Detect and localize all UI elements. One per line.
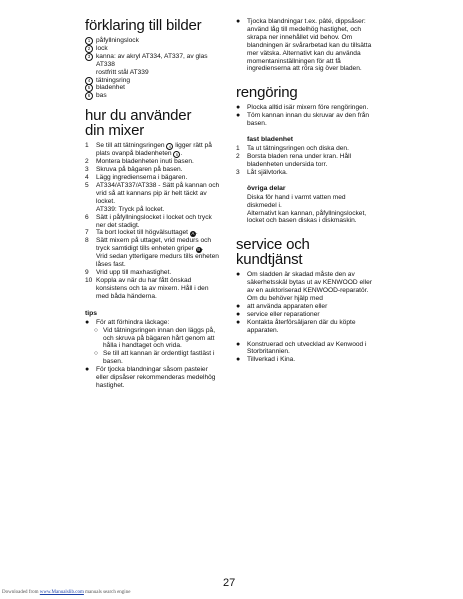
list-item-text: Töm kannan innan du skruvar av den från basen. (247, 112, 370, 128)
origin-list (236, 341, 376, 365)
step-number: 2 (236, 152, 240, 160)
list-item (85, 366, 220, 390)
list-item-text: påfyllningslock (96, 37, 139, 44)
step-text: . Vrid sedan ytterligare medurs tills enheten låses fast. (96, 245, 219, 269)
list-item (236, 18, 376, 73)
list-item (85, 327, 220, 351)
list-item (236, 303, 376, 311)
step-number: 9 (85, 269, 89, 277)
bullet-icon: ● (236, 340, 241, 348)
list-item-text: Kontakta återförsäljaren där du köpte apparaten. (247, 318, 356, 334)
list-item-text: Plocka alltid isär mixern före rengöringen. (247, 104, 369, 112)
step-number: 6 (85, 213, 89, 221)
tips-continued-list (236, 18, 376, 73)
step-item (236, 145, 376, 153)
tips-list-2 (85, 366, 220, 390)
list-item (85, 53, 220, 77)
footer-suffix: manuals search engine (83, 590, 131, 595)
step-number: 1 (236, 145, 240, 153)
step-text: Skruva på bägaren på basen. (96, 166, 183, 174)
step-item (85, 142, 220, 158)
need-help-text: Om du behöver hjälp med (247, 295, 323, 303)
step-number: 2 (85, 158, 89, 166)
bullet-icon: ● (236, 302, 241, 310)
left-column (85, 18, 220, 390)
footer-prefix: Downloaded from (2, 590, 40, 595)
step-number: 10 (85, 277, 93, 285)
number-circle-icon: 5 (85, 84, 93, 92)
cleaning-heading: rengöring (236, 84, 298, 102)
bullet-icon: ● (85, 318, 90, 326)
list-item (85, 45, 220, 53)
step-text: Koppla av när du har fått önskad konsistens och ta av mixern. Håll i den med båda händerna. (96, 277, 209, 300)
list-item (85, 77, 220, 85)
number-circle-icon: 5 (173, 151, 180, 158)
list-item-text: För att förhindra läckage: (96, 318, 170, 326)
step-text: . (180, 150, 183, 158)
other-parts-heading: övriga delar (247, 184, 286, 192)
other-parts-text: Diska för hand i varmt vatten med diskmedel i. Alternativt kan kannan, påfyllningslocket, locket och basen diskas i diskmaskin. (247, 193, 367, 225)
step-number: 1 (85, 142, 89, 150)
step-text: Låt självtorka. (247, 168, 288, 176)
list-item-text: service eller reparationer (247, 310, 320, 318)
bullet-icon: ● (236, 356, 241, 364)
list-item-text: Se till att kannan är ordentligt fastläst i basen. (103, 350, 215, 366)
footer (2, 590, 130, 595)
number-circle-icon: 1 (85, 37, 93, 45)
list-item (236, 341, 376, 357)
number-circle-icon: 2 (85, 45, 93, 53)
list-item-text: Vid tätningsringen innan den läggs på, och skruva på bägaren hårt genom att hålla i handtaget och vrida. (103, 326, 216, 350)
step-item (236, 169, 376, 177)
service-heading: service och kundtjänst (236, 236, 310, 269)
step-text: . (195, 229, 198, 237)
step-text: Montera bladenheten inuti basen. (96, 158, 194, 166)
help-list (236, 303, 376, 335)
number-circle-icon: 6 (85, 92, 93, 100)
list-item (85, 319, 220, 327)
step-text: Lägg ingredienserna i bägaren. (96, 174, 188, 182)
step-text: Ta ut tätningsringen och diska den. (247, 145, 349, 153)
bullet-icon: ● (236, 18, 241, 25)
list-item-text: Tjocka blandningar t.ex. pâté, dippsåser: använd låg till medelhög hastighet, och skrapa ner innehållet vid behov. Om blandningen är svårarbetad kan du tillsätta mer vätska. Alternativt kan du använda momentaninställningen för att få ingredienserna att röra sig över bladen. (247, 18, 372, 73)
circle-bullet-icon: ○ (94, 326, 98, 334)
list-item (85, 84, 220, 92)
step-text: Borsta bladen rena under kran. Håll bladenheten undersida torr. (247, 152, 352, 168)
bullet-icon: ● (236, 318, 241, 326)
step-number: 3 (85, 166, 89, 174)
list-item-text: bas (96, 92, 107, 100)
bullet-icon: ● (85, 366, 90, 374)
step-item (85, 277, 220, 301)
step-text: Vrid upp till maxhastighet. (96, 269, 172, 277)
bullet-icon: ● (236, 310, 241, 318)
step-item (85, 269, 220, 277)
list-item (236, 356, 376, 364)
step-number: 7 (85, 229, 89, 237)
step-text: AT334/AT337/AT338 - Sätt på kannan och vrid så att kannans pip är helt täckt av locket. AT339: Tryck på locket. (96, 181, 220, 213)
footer-link[interactable]: www.Manualslib.com (39, 590, 84, 595)
list-item-text: Tillverkad i Kina. (247, 356, 296, 364)
step-number: 3 (236, 168, 240, 176)
right-column (236, 18, 376, 364)
step-item (85, 166, 220, 174)
list-item-text: lock (96, 44, 108, 52)
list-item (236, 271, 376, 295)
step-number: 5 (85, 181, 89, 189)
step-item (85, 174, 220, 182)
step-text: Sätt i påfyllningslocket i locket och tryck ner det stadigt. (96, 213, 212, 229)
step-item (85, 182, 220, 214)
how-to-steps (85, 142, 220, 301)
diagram-key-heading: förklaring till bilder (85, 17, 202, 34)
list-item-text: Om sladden är skadad måste den av säkerhetsskäl bytas ut av KENWOOD eller av en auktoriserad KENWOOD-reparatör. (247, 271, 372, 295)
outlet-badge-icon: B (197, 247, 201, 253)
how-to-heading: hur du använder din mixer (85, 107, 192, 140)
step-item (85, 237, 220, 269)
tips-sublist (85, 327, 220, 367)
step-number: 4 (85, 174, 89, 182)
list-item (236, 112, 376, 128)
step-text: Sätt mixern på uttaget, vrid medurs och tryck samtidigt tills enheten griper (96, 237, 212, 253)
list-item (85, 37, 220, 45)
outlet-badge-icon: A (191, 231, 195, 237)
step-text: ligger rätt på plats ovanpå bladenheten (96, 142, 212, 158)
list-item (236, 311, 376, 319)
number-circle-icon: 4 (166, 143, 173, 150)
list-item-text: För tjocka blandningar såsom pasteier eller dipsåser rekommenderas medelhög hastighet. (96, 366, 216, 389)
list-item-text: att använda apparaten eller (247, 302, 328, 310)
blade-heading: fast bladenhet (247, 136, 294, 144)
diagram-key-list (85, 37, 220, 100)
list-item-text: bladenhet (96, 84, 125, 92)
circle-bullet-icon: ○ (94, 350, 98, 358)
page-number: 27 (223, 577, 236, 589)
step-item (85, 214, 220, 230)
bullet-icon: ● (236, 271, 241, 279)
list-item-text: Konstruerad och utvecklad av Kenwood i Storbritannien. (247, 340, 367, 356)
number-circle-icon: 4 (85, 77, 93, 85)
service-list (236, 271, 376, 295)
bullet-icon: ● (236, 104, 241, 112)
step-number: 8 (85, 237, 89, 245)
cleaning-list (236, 104, 376, 128)
list-item (236, 319, 376, 335)
bullet-icon: ● (236, 112, 241, 120)
tips-heading: tips (85, 309, 98, 317)
step-text: Ta bort locket till högvälsuttaget (96, 229, 188, 237)
list-item (85, 350, 220, 366)
list-item-text: tätningsring (96, 76, 131, 84)
step-item (236, 153, 376, 169)
step-item (85, 158, 220, 166)
list-item (85, 92, 220, 100)
list-item-text: kanna: av akryl AT334, AT337, av glas AT338 rostfritt stål AT339 (96, 52, 208, 76)
tips-list (85, 319, 220, 327)
number-circle-icon: 3 (85, 53, 93, 61)
blade-steps (236, 145, 376, 177)
step-text: Se till att tätningsringen (96, 142, 165, 150)
